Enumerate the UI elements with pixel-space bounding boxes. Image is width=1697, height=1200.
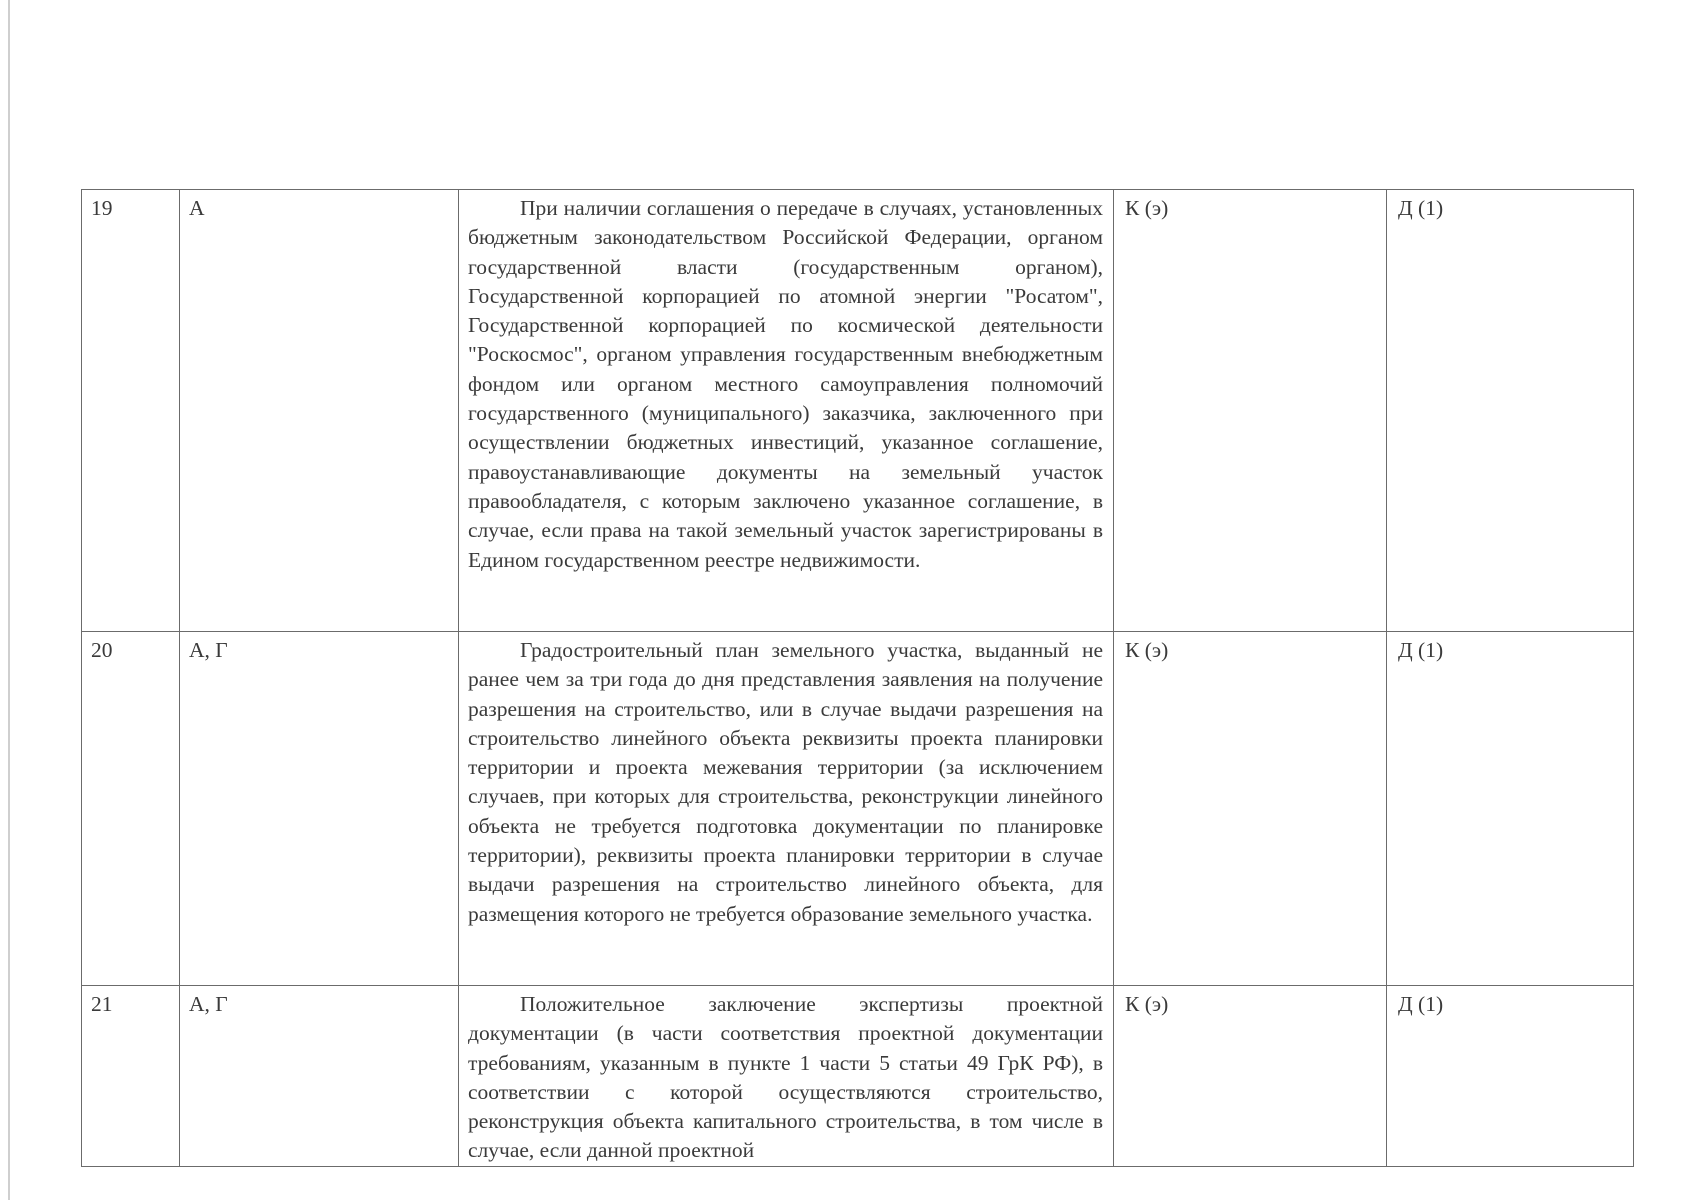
row-k-code: К (э) (1114, 986, 1387, 1167)
row-number: 19 (82, 190, 180, 632)
row-number: 21 (82, 986, 180, 1167)
row-documents: А, Г (180, 632, 459, 986)
row-k-code: К (э) (1114, 632, 1387, 986)
row-number: 20 (82, 632, 180, 986)
row-k-code: К (э) (1114, 190, 1387, 632)
requirements-table (81, 189, 1634, 1167)
row-d-code: Д (1) (1387, 190, 1634, 632)
row-documents: А, Г (180, 986, 459, 1167)
row-text: При наличии соглашения о передаче в случаях, установленных бюджетным законодательством Российской Федерации, органом государственной власти (государственным органом), Государственной корпорацией по атомной энергии "Росатом", Государственной корпорацией по космической деятельности "Роскосмос", органом управления государственным внебюджетным фондом или органом местного самоуправления полномочий государственного (муниципального) заказчика, заключенного при осуществлении бюджетных инвестиций, указанное соглашение, правоустанавливающие документы на земельный участок правообладателя, с которым заключено указанное соглашение, в случае, если права на такой земельный участок зарегистрированы в Едином государственном реестре недвижимости. (459, 190, 1114, 632)
table-row (82, 632, 1634, 986)
row-documents: А (180, 190, 459, 632)
row-text: Градостроительный план земельного участка, выданный не ранее чем за три года до дня представления заявления на получение разрешения на строительство, или в случае выдачи разрешения на строительство линейного объекта реквизиты проекта планировки территории и проекта межевания территории (за исключением случаев, при которых для строительства, реконструкции линейного объекта не требуется подготовка документации по планировке территории), реквизиты проекта планировки территории в случае выдачи разрешения на строительство линейного объекта, для размещения которого не требуется образование земельного участка. (459, 632, 1114, 986)
row-d-code: Д (1) (1387, 986, 1634, 1167)
row-d-code: Д (1) (1387, 632, 1634, 986)
table-row (82, 190, 1634, 632)
row-text: Положительное заключение экспертизы проектной документации (в части соответствия проектной документации требованиям, указанным в пункте 1 части 5 статьи 49 ГрК РФ), в соответствии с которой осуществляются строительство, реконструкция объекта капитального строительства, в том числе в случае, если данной проектной (459, 986, 1114, 1167)
scan-edge-line (8, 0, 10, 1200)
table-row (82, 986, 1634, 1167)
